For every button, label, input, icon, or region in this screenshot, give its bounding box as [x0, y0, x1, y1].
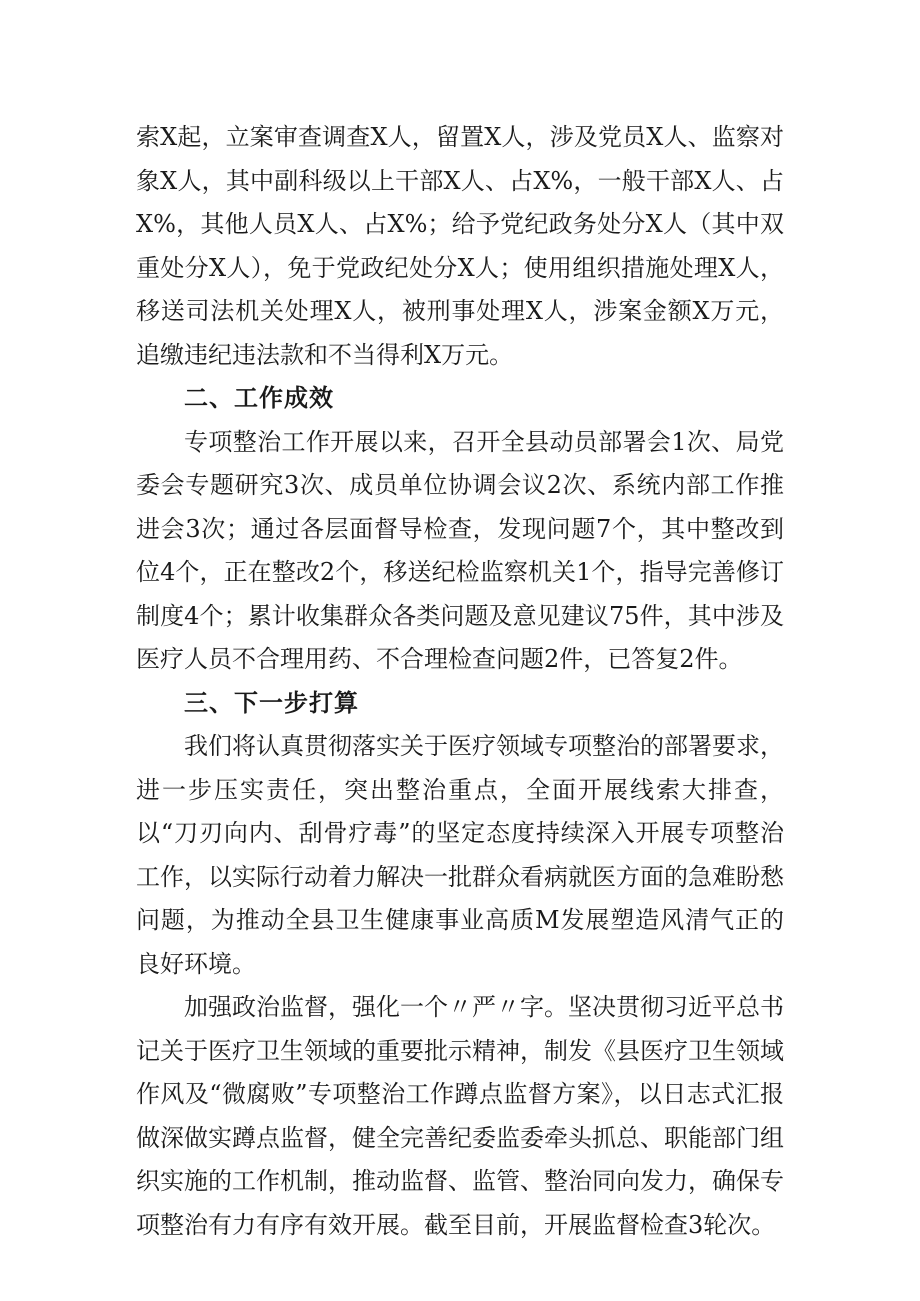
section-heading-next-steps: 三、下一步打算 [184, 688, 359, 717]
paragraph-work-results: 专项整治工作开展以来，召开全县动员部署会1次、局党委会专题研究3次、成员单位协调会议2次、系统内部工作推进会3次；通过各层面督导检查，发现问题7个，其中整改到位4个，正在整改2个，移送纪检监察机关1个，指导完善修订制度4个；累计收集群众各类问题及意见建议75件，其中涉及医疗人员不合理用药、不合理检查问题2件，已答复2件。 [136, 427, 784, 673]
paragraph-case-statistics: 索X起，立案审查调查X人，留置X人，涉及党员X人、监察对象X人，其中副科级以上干部X人、占X%，一般干部X人、占X%，其他人员X人、占X%；给予党纪政务处分X人（其中双重处分X人），免于党政纪处分X人；使用组织措施处理X人，移送司法机关处理X人，被刑事处理X人，涉案金额X万元，追缴违纪违法款和不当得利X万元。 [136, 123, 784, 369]
paragraph-next-steps: 我们将认真贯彻落实关于医疗领域专项整治的部署要求，进一步压实责任，突出整治重点，全面开展线索大排查，以“刀刃向内、刮骨疗毒”的坚定态度持续深入开展专项整治工作，以实际行动着力解决一批群众看病就医方面的急难盼愁问题，为推动全县卫生健康事业高质M发展塑造风清气正的良好环境。 [136, 732, 784, 978]
document-body [136, 116, 784, 1247]
section-heading-results: 二、工作成效 [184, 384, 334, 412]
paragraph-political-supervision: 加强政治监督，强化一个〃严〃字。坚决贯彻习近平总书记关于医疗卫生领域的重要批示精神，制发《县医疗卫生领域作风及“微腐败”专项整治工作蹲点监督方案》，以日志式汇报做深做实蹲点监督，健全完善纪委监委牵头抓总、职能部门组织实施的工作机制，推动监督、监管、整治同向发力，确保专项整治有力有序有效开展。截至目前，开展监督检查3轮次。 [136, 993, 784, 1239]
